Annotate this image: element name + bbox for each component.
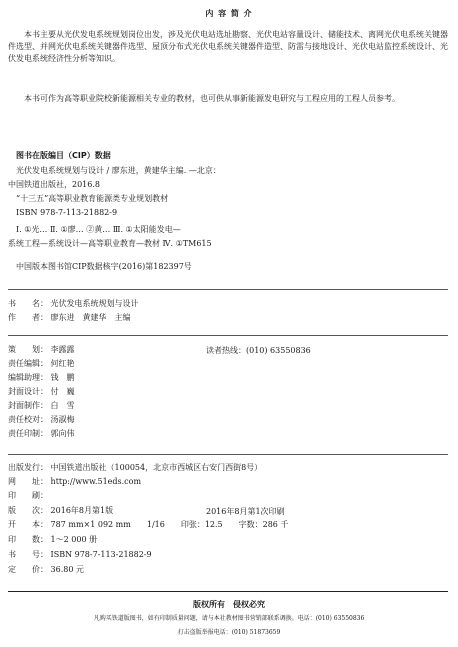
editor-name: 钱 鹏 <box>50 373 75 382</box>
reader-hotline <box>206 346 311 356</box>
edition-value: 2016年8月第1版 <box>50 506 114 515</box>
impression-value: 2016年8月第1次印刷 <box>206 507 285 516</box>
summary-paragraph-2: 本书可作为高等职业院校新能源相关专业的教材，也可供从事新能源发电研究与工程应用的工程人员参考。 <box>24 94 400 103</box>
editor-row <box>8 386 75 398</box>
editor-name: 汤淑梅 <box>50 415 75 424</box>
book-title-row <box>8 298 139 310</box>
book-title-label: 书 名： <box>8 299 48 308</box>
edition-row <box>8 505 113 517</box>
summary-heading: 内 容 简 介 <box>205 9 253 18</box>
editor-role-label: 封面设计： <box>8 387 48 396</box>
divider <box>8 591 448 592</box>
editor-row <box>8 372 75 384</box>
summary-paragraph-1: 本书主要从光伏发电系统规划岗位出发，涉及光伏电站选址勘察、光伏电站容量设计、储能技术、离网光伏电系统关键器件选型、并网光伏电系统关键器件选型、屋顶分布式光伏电系统关键器件造型、防雷与接地设计、光伏电站监控系统设计、光伏发电系统经济性分析等知识。 <box>8 30 448 63</box>
editor-name: 白 雪 <box>50 401 75 410</box>
price-value: 36.80 元 <box>50 565 84 574</box>
divider <box>8 289 448 290</box>
editor-name: 郭向伟 <box>50 429 75 438</box>
publisher-label: 出版发行： <box>8 463 48 472</box>
cip-line: Ⅰ. ①光… Ⅱ. ①廖… ②黄… Ⅲ. ①太阳能发电— <box>16 225 181 234</box>
website-label: 网 址： <box>8 477 48 486</box>
price-label: 定 价： <box>8 565 48 574</box>
cip-line: 系统工程—系统设计—高等职业教育—教材 Ⅳ. ①TM615 <box>8 239 212 248</box>
printer-label: 印 刷： <box>8 491 48 500</box>
planner-value: 李露露 <box>50 345 75 354</box>
editor-name: 付 巍 <box>50 387 75 396</box>
editor-row <box>8 358 75 370</box>
isbn-value: ISBN 978-7-113-21882-9 <box>50 550 152 559</box>
editor-row <box>8 400 75 412</box>
editor-role-label: 封面制作： <box>8 401 48 410</box>
editor-name: 何红艳 <box>50 359 75 368</box>
book-author-value: 廖东进 黄建华 主编 <box>50 313 131 322</box>
book-author-row <box>8 312 131 324</box>
format-value: 787 mm×1 092 mm 1/16 印张：12.5 字数：286 千 <box>50 520 289 529</box>
copies-value: 1～2 000 册 <box>50 535 98 544</box>
format-row <box>8 519 288 531</box>
publisher-value: 中国铁道出版社（100054，北京市西城区右安门西街8号） <box>50 463 263 472</box>
isbn-row <box>8 549 152 561</box>
cip-line: 中国铁道出版社，2016.8 <box>8 180 100 189</box>
editor-role-label: 责任校对： <box>8 415 48 424</box>
quality-notice: 凡购买铁道版图书，如有印制质量问题，请与本社教材图书营销部联系调换。电话：(010) 63550836 <box>93 615 365 622</box>
planner-row <box>8 344 75 356</box>
editor-row <box>8 428 75 440</box>
hotline-label: 读者热线： <box>206 346 246 355</box>
website-value: http://www.51eds.com <box>50 477 142 486</box>
editor-role-label: 编辑助理： <box>8 373 48 382</box>
edition-label: 版 次： <box>8 506 48 515</box>
hotline-value: (010) 63550836 <box>246 346 311 355</box>
divider <box>8 454 448 455</box>
cip-heading: 图书在版编目（CIP）数据 <box>16 151 111 160</box>
copies-row <box>8 534 97 546</box>
isbn-label: 书 号： <box>8 550 48 559</box>
divider <box>8 335 448 336</box>
book-title-value: 光伏发电系统规划与设计 <box>50 299 139 308</box>
editor-role-label: 责任编辑： <box>8 359 48 368</box>
cip-line: “十三五”高等职业教育能源类专业规划教材 <box>16 194 169 203</box>
editor-role-label: 责任印制： <box>8 429 48 438</box>
copies-label: 印 数： <box>8 535 48 544</box>
format-label: 开 本： <box>8 520 48 529</box>
cip-record-number: 中国版本图书馆CIP数据核字(2016)第182397号 <box>16 262 192 271</box>
cip-line: 光伏发电系统规划与设计 / 廖东进，黄建华主编. —北京： <box>16 166 221 175</box>
rights-notice: 版权所有 侵权必究 <box>193 600 265 609</box>
editor-row <box>8 414 75 426</box>
book-author-label: 作 者： <box>8 313 48 322</box>
price-row <box>8 564 84 576</box>
printer-row <box>8 490 48 502</box>
publisher-row <box>8 462 262 474</box>
cip-line: ISBN 978-7-113-21882-9 <box>16 208 118 217</box>
planner-label: 策 划： <box>8 345 48 354</box>
website-row <box>8 476 141 488</box>
piracy-hotline: 打击盗版举报电话：(010) 51873659 <box>177 629 281 636</box>
